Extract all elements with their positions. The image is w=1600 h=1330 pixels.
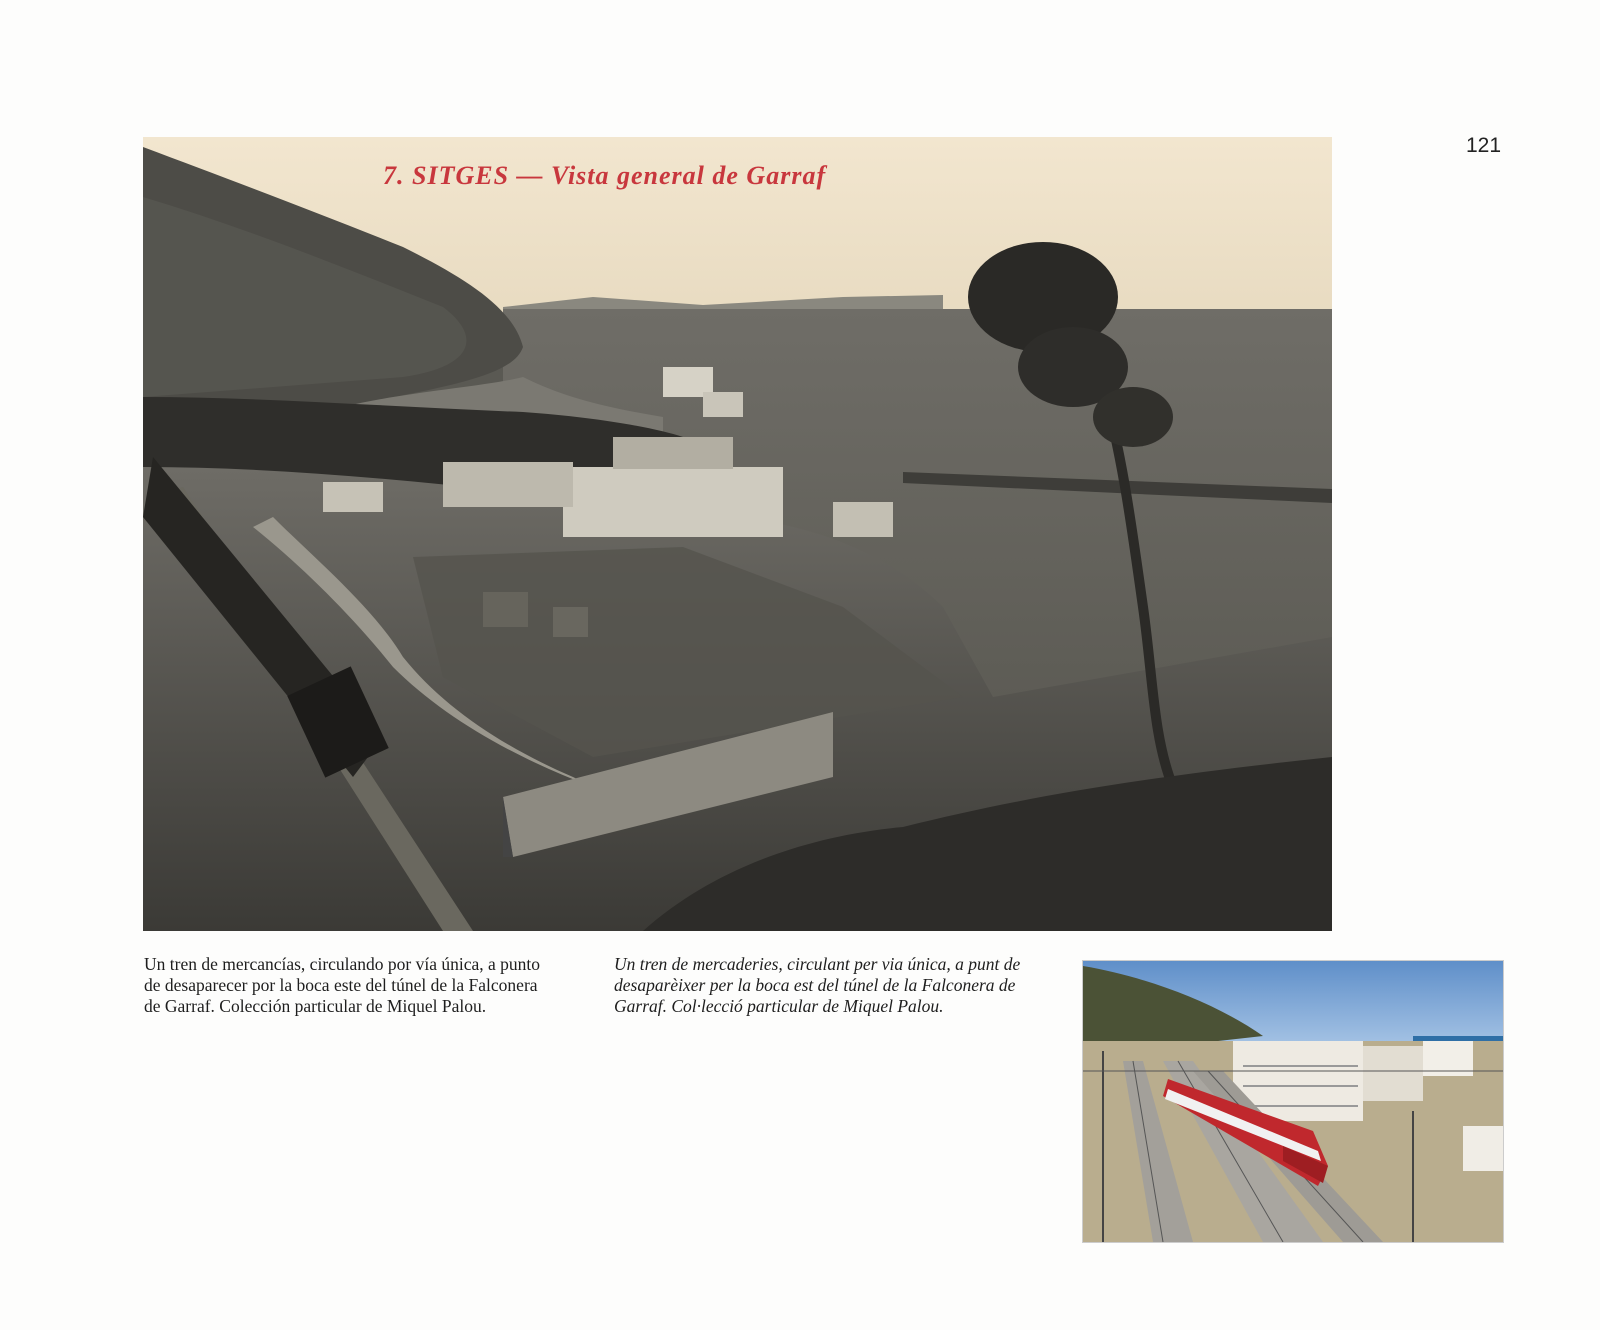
caption-catalan: Un tren de mercaderies, circulant per via única, a punt de desaparèixer per la boca est del túnel de la Falconera de Garraf. Col·lecció particular de Miquel Palou.: [614, 954, 1021, 1016]
modern-train-photo: [1082, 960, 1504, 1243]
postcard-title: 7. SITGES — Vista general de Garraf: [383, 161, 827, 190]
postcard-scene: [143, 137, 1332, 931]
caption-spanish: Un tren de mercancías, circulando por vía única, a punto de desaparecer por la boca este del túnel de la Falconera de Garraf. Colección particular de Miquel Palou.: [144, 954, 541, 1016]
page-number: 121: [1466, 134, 1502, 157]
historic-postcard-image: [143, 137, 1332, 931]
modern-scene: [1083, 961, 1503, 1242]
